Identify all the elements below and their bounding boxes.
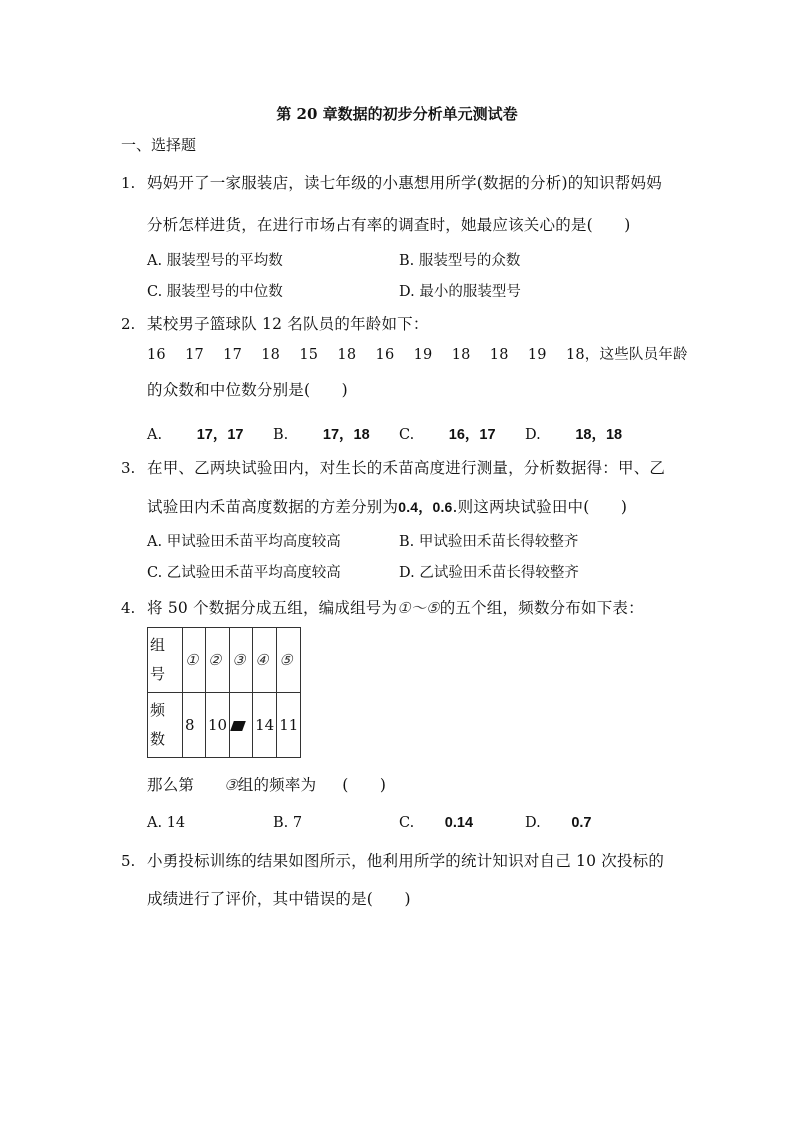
option-c[interactable]: C. 服装型号的中位数 xyxy=(147,284,283,300)
option-b[interactable]: B. 服装型号的众数 xyxy=(399,253,521,269)
question-number: 4. xyxy=(121,599,136,617)
stem-text: 将 50 个数据分成五组，编成组号为 xyxy=(147,599,398,617)
option-label: B. xyxy=(273,427,289,443)
ink-blot-icon xyxy=(230,721,246,731)
option-a[interactable] xyxy=(147,423,243,444)
stem-text: 的五个组，频数分布如下表： xyxy=(439,599,644,617)
table-header-cell xyxy=(148,693,183,758)
header-char: 频 xyxy=(150,701,166,719)
option-label: C. xyxy=(399,427,415,443)
option-value: 0.14 xyxy=(444,815,474,831)
header-char: 号 xyxy=(150,665,166,683)
page-title: 第 20 章数据的初步分析单元测试卷 xyxy=(276,105,518,123)
option-value: 17，18 xyxy=(322,427,370,443)
option-value: 0.7 xyxy=(571,815,592,831)
table-cell: 14 xyxy=(253,693,277,758)
question-number: 1. xyxy=(121,174,136,192)
group-range: ①～⑤ xyxy=(397,599,440,617)
table-cell: ⑤ xyxy=(277,628,301,693)
option-label: D. xyxy=(525,815,541,831)
table-cell: 11 xyxy=(277,693,301,758)
stem-text: 试验田内禾苗高度数据的方差分别为 xyxy=(147,498,399,516)
question-number: 2. xyxy=(121,315,136,333)
table-row xyxy=(148,628,301,693)
table-header-cell xyxy=(148,628,183,693)
option-d[interactable]: D. 乙试验田禾苗长得较整齐 xyxy=(399,565,579,581)
table-cell: ③ xyxy=(230,628,253,693)
option-b[interactable]: B. 7 xyxy=(273,815,303,831)
question-number: 5. xyxy=(121,852,136,870)
option-a[interactable]: A. 服装型号的平均数 xyxy=(147,253,283,269)
option-a[interactable]: A. 14 xyxy=(147,815,186,831)
table-row xyxy=(148,693,301,758)
question-stem-line: 的众数和中位数分别是( ) xyxy=(147,381,348,399)
header-char: 组 xyxy=(150,636,166,654)
question-stem-line: 妈妈开了一家服装店，读七年级的小惠想用所学(数据的分析)的知识帮妈妈 xyxy=(147,174,662,192)
option-value: 17，17 xyxy=(196,427,244,443)
question-stem-line: 某校男子篮球队 12 名队员的年龄如下： xyxy=(147,315,429,333)
age-list: 16 17 17 18 15 18 16 19 18 18 19 18，这些队员年龄 xyxy=(147,347,688,363)
option-a[interactable]: A. 甲试验田禾苗平均高度较高 xyxy=(147,534,341,550)
question-stem-line xyxy=(147,495,627,517)
table-cell: 10 xyxy=(206,693,230,758)
option-value: 18，18 xyxy=(575,427,623,443)
variance-values: 0.4，0.6 xyxy=(398,499,453,515)
option-d[interactable] xyxy=(525,815,592,831)
section-heading: 一、选择题 xyxy=(121,136,197,154)
option-c[interactable]: C. 乙试验田禾苗平均高度较高 xyxy=(147,565,341,581)
question-stem-line: 在甲、乙两块试验田内，对生长的禾苗高度进行测量，分析数据得：甲、乙 xyxy=(147,459,666,477)
option-c[interactable] xyxy=(399,423,496,444)
option-d[interactable]: D. 最小的服装型号 xyxy=(399,284,521,300)
option-label: C. xyxy=(399,815,415,831)
answer-paren: ( ) xyxy=(342,776,387,794)
option-d[interactable] xyxy=(525,423,622,444)
option-value: 16，17 xyxy=(448,427,496,443)
stem-text: 组的频率为 xyxy=(237,776,317,794)
option-b[interactable] xyxy=(273,423,370,444)
table-cell: ① xyxy=(183,628,206,693)
question-stem-line xyxy=(147,773,386,795)
option-b[interactable]: B. 甲试验田禾苗长得较整齐 xyxy=(399,534,579,550)
question-stem-line xyxy=(147,596,644,618)
question-stem-line: 分析怎样进货，在进行市场占有率的调查时，她最应该关心的是( ) xyxy=(147,216,631,234)
option-label: D. xyxy=(525,427,541,443)
stem-text: .则这两块试验田中( ) xyxy=(452,498,628,516)
header-char: 数 xyxy=(150,730,166,748)
table-cell xyxy=(230,693,253,758)
option-label: A. xyxy=(147,427,163,443)
question-stem-line: 小勇投标训练的结果如图所示，他利用所学的统计知识对自己 10 次投标的 xyxy=(147,852,665,870)
question-number: 3. xyxy=(121,459,136,477)
table-cell: ④ xyxy=(253,628,277,693)
frequency-table xyxy=(147,627,301,758)
table-cell: ② xyxy=(206,628,230,693)
group-number: ③ xyxy=(224,776,238,794)
table-cell: 8 xyxy=(183,693,206,758)
stem-text: 那么第 xyxy=(147,776,195,794)
option-c[interactable] xyxy=(399,815,473,831)
question-stem-line: 成绩进行了评价，其中错误的是( ) xyxy=(147,890,411,908)
